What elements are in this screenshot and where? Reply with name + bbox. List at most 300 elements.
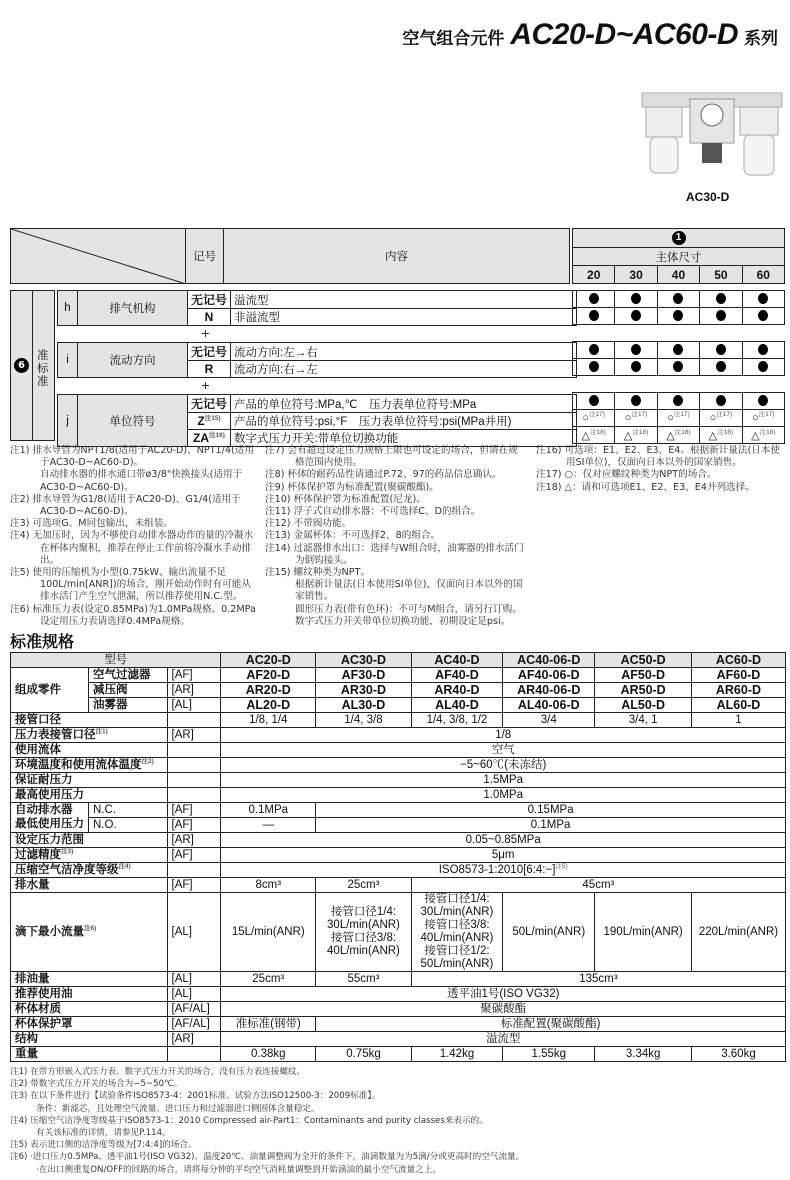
availability-cell — [615, 291, 657, 308]
model-row — [11, 653, 786, 668]
spec-label — [11, 878, 168, 893]
spec-label — [11, 987, 168, 1002]
note: 注11) 浮子式自动排水器：不可选择C、D的组合。 — [265, 506, 481, 518]
value-text: 50L/min(ANR) — [512, 925, 586, 938]
component-model: AL60-D — [691, 698, 785, 713]
product-label: AC30-D — [686, 190, 730, 204]
model-AC60-D: AC60-D — [691, 653, 785, 668]
availability-row — [573, 342, 785, 359]
option-content: 非溢流型 — [231, 309, 577, 326]
availability-row — [573, 393, 785, 410]
availability-cell — [615, 342, 657, 359]
spec-value — [691, 1047, 785, 1062]
note-ref: 注15) — [204, 415, 221, 422]
note: 注2) 带数字式压力开关的场合为−5~50℃。 — [10, 1079, 183, 1090]
component-name: 空气过滤器 — [89, 668, 168, 683]
symbol-text: Z — [197, 414, 205, 428]
value-text: 0.1MPa — [248, 803, 289, 816]
note-ref: 注1) — [95, 727, 108, 735]
circle-icon: ○ — [667, 412, 674, 424]
available-dot-icon — [673, 310, 683, 321]
spec-unit: [AF/AL] — [167, 1017, 221, 1032]
spec-unit: [AF/AL] — [167, 1002, 221, 1017]
spec-row — [11, 728, 786, 743]
spec-row — [11, 1017, 786, 1032]
drain-label: 最低使用压力 — [11, 818, 89, 833]
available-dot-icon — [716, 310, 726, 321]
drain-type: N.O. — [89, 818, 168, 833]
note-ref: 注6) — [84, 924, 97, 932]
value-text: — — [262, 818, 275, 831]
option-table-header — [10, 228, 570, 284]
value-text: 1.55kg — [531, 1047, 567, 1060]
availability-cell — [700, 291, 742, 308]
notes-row — [10, 445, 786, 628]
label-text: 滴下最小流量 — [15, 925, 84, 938]
value-text: 接管口径1/4: 30L/min(ANR) 接管口径3/8: 40L/min(ANR) — [327, 906, 400, 958]
col-content: 内容 — [224, 229, 570, 284]
availability-group-j — [572, 392, 785, 444]
availability-cell — [615, 410, 657, 427]
spec-row — [11, 773, 786, 788]
availability-cell — [700, 342, 742, 359]
value-text: 空气 — [491, 743, 515, 756]
spec-row — [11, 878, 786, 893]
note: 注18) △：请和可选项E1、E2、E3、E4并列选择。 — [536, 481, 755, 493]
note-ref: 注18) — [717, 428, 734, 436]
availability-cell — [700, 410, 742, 427]
drain-row — [11, 803, 786, 818]
option-group-i — [57, 342, 577, 378]
spec-value — [411, 713, 502, 728]
label-text: 排油量 — [15, 972, 50, 985]
availability-cell — [615, 359, 657, 376]
note: 注3) 可选项G、M同包输出，未组装。 — [10, 518, 173, 530]
option-content: 产品的单位符号:MPa,℃ 压力表单位符号:MPa — [231, 395, 577, 413]
value-text: 0.38kg — [251, 1047, 286, 1060]
availability-group-h — [572, 290, 785, 325]
availability-cell — [657, 359, 699, 376]
availability-cell — [700, 308, 742, 325]
spec-value — [316, 1017, 786, 1032]
component-model: AR50-D — [595, 683, 692, 698]
available-dot-icon — [589, 293, 599, 304]
spec-label — [11, 743, 168, 758]
series-model: AC20-D~AC60-D — [510, 18, 739, 51]
note-ref: 注18) — [674, 428, 691, 436]
spec-row — [11, 848, 786, 863]
availability-cell — [742, 359, 784, 376]
availability-cell — [573, 291, 615, 308]
value-text: 透平油1号(ISO VG32) — [446, 987, 560, 1000]
spec-value — [221, 758, 786, 773]
spec-value — [503, 1047, 595, 1062]
component-model: AL30-D — [316, 698, 412, 713]
spec-value — [221, 972, 316, 987]
note-ref: 注17) — [589, 411, 605, 419]
circle-icon: ○ — [752, 412, 759, 424]
spec-value — [411, 972, 785, 987]
note-ref: 注18) — [589, 428, 606, 436]
availability-cell — [742, 291, 784, 308]
value-text: 3.34kg — [625, 1047, 661, 1060]
spec-row — [11, 1002, 786, 1017]
spec-unit: [AR] — [167, 728, 221, 743]
label-text: 杯体保护罩 — [15, 1017, 73, 1030]
label-text: 压力表接管口径 — [15, 728, 96, 741]
value-text: 0.1MPa — [530, 818, 571, 831]
spec-unit — [167, 788, 221, 803]
value-text: 1.42kg — [439, 1047, 475, 1060]
size-60: 60 — [742, 266, 784, 284]
model-AC40-06-D: AC40-06-D — [503, 653, 595, 668]
components-label: 组成零件 — [11, 668, 89, 713]
spec-value — [221, 1032, 786, 1047]
value-text: 1.0MPa — [483, 788, 523, 801]
spec-label — [11, 713, 168, 728]
note: 注1) 排水导管为NPT1/8(适用于AC20-D)、NPT1/4(适用于AC30-D~AC60-D)。 自动排水器的排水通口带ø3/8"快换接头(适用于AC30-D~AC60-D)。 — [10, 445, 254, 493]
circle-icon: ○ — [582, 412, 590, 424]
symbol-text: R — [204, 362, 214, 376]
option-content: 溢流型 — [231, 291, 577, 309]
availability-row — [573, 308, 785, 325]
note-ref: 注18) — [759, 428, 776, 436]
spec-row — [11, 893, 786, 972]
component-model: AL20-D — [221, 698, 316, 713]
value-text: ISO8573-1:2010[6:4:−] — [438, 863, 556, 876]
value-text: 45cm³ — [582, 878, 615, 891]
component-model: AF40-D — [411, 668, 502, 683]
drain-row — [11, 818, 786, 833]
note: 注5) 使用的压缩机为小型(0.75kW、输出流量不足100L/min[ANR])的场合，刚开始动作时有可能从排水活门产生空气泄漏，所以推荐使用N.C.型。 — [10, 567, 251, 603]
symbol-text: 无记号 — [191, 397, 228, 411]
note: 注3) 在以下条件进行【试验条件ISO8573-4：2001标准、试验方法ISO12500-3：2009标准】。 条件：新滤芯，且处理空气流量、进口压力和过滤器进口侧固体含量稳定。 — [10, 1091, 381, 1114]
note: 注7) 会有超过设定压力规格上限也可设定的场合，但请在规格范围内使用。 — [265, 445, 518, 469]
note: 注6) ·进口压力0.5MPa、透平油1号(ISO VG32)、温度20℃、油量调整阀为全开的条件下，油滴数量为为5滴/分或更高时的空气流量。 ·在出口侧重复ON/OFF的回路的场合，请将每分钟的平均空气消耗量调整到开始滴油的最小空气流量之上。 — [10, 1152, 525, 1175]
model-AC40-D: AC40-D — [411, 653, 502, 668]
spec-value — [221, 803, 316, 818]
note: 注10) 杯体保护罩为标准配置(尼龙)。 — [265, 493, 426, 505]
available-dot-icon — [631, 344, 641, 355]
spec-unit: [AR] — [167, 1032, 221, 1047]
note: 注1) 在带方形嵌入式压力表、数字式压力开关的场合，没有压力表连接螺纹。 — [10, 1067, 306, 1078]
spec-row — [11, 1047, 786, 1062]
spec-value — [691, 893, 785, 972]
triangle-icon: △ — [666, 429, 675, 442]
spec-value — [221, 1017, 316, 1032]
symbol-text: 无记号 — [191, 293, 228, 307]
spec-row — [11, 1032, 786, 1047]
triangle-icon: △ — [623, 429, 633, 442]
label-text: 保证耐压力 — [15, 773, 73, 786]
availability-row — [573, 427, 785, 444]
available-dot-icon — [631, 310, 641, 321]
notes-col1 — [10, 445, 260, 628]
size-20: 20 — [573, 266, 615, 284]
option-symbol — [188, 309, 231, 326]
spec-label — [11, 848, 168, 863]
spec-value — [221, 987, 786, 1002]
note: 注13) 金属杯体：不可选择2、8的组合。 — [265, 530, 441, 542]
value-text: −5~60℃(未冻结) — [460, 758, 547, 771]
size-30: 30 — [615, 266, 657, 284]
label-text: 设定压力范围 — [15, 833, 84, 846]
spec-unit — [167, 773, 221, 788]
spec-value — [316, 803, 786, 818]
spec-value — [503, 893, 595, 972]
value-text: 1.5MPa — [483, 773, 523, 786]
spec-title: 标准规格 — [10, 632, 75, 652]
note: 注14) 过滤器排水出口：选择与W组合时，油雾器的排水活门为倒钩接头。 — [265, 542, 524, 566]
model-AC50-D: AC50-D — [595, 653, 692, 668]
label-text: 推荐使用油 — [15, 987, 73, 1000]
available-dot-icon — [673, 293, 683, 304]
spec-label — [11, 773, 168, 788]
drain-type: N.C. — [89, 803, 168, 818]
spec-unit: [AF] — [167, 848, 221, 863]
component-row — [11, 668, 786, 683]
spec-label — [11, 788, 168, 803]
spec-row — [11, 758, 786, 773]
group-name: 单位符号 — [78, 395, 188, 447]
note-ref: 注16) — [209, 432, 225, 439]
availability-row — [573, 359, 785, 376]
availability-cell — [700, 359, 742, 376]
spec-label — [11, 1002, 168, 1017]
spec-label — [11, 728, 168, 743]
availability-cell — [742, 308, 784, 325]
value-text: 135cm³ — [579, 972, 618, 985]
note: 注8) 杯体的耐药品性请通过P.72、97的药品信息确认。 — [265, 469, 502, 481]
option-row — [58, 291, 577, 309]
value-text: 0.15MPa — [527, 803, 574, 816]
spec-value — [316, 1047, 412, 1062]
section-badge: 6 — [14, 358, 29, 373]
availability-cell — [742, 410, 784, 427]
label-text: 排水量 — [15, 878, 50, 891]
note-ref: 注2) — [141, 757, 154, 765]
availability-cell — [742, 393, 784, 410]
option-symbol — [188, 343, 231, 361]
available-dot-icon — [589, 361, 599, 372]
component-name: 减压阀 — [89, 683, 168, 698]
spec-row — [11, 713, 786, 728]
component-model: AR30-D — [316, 683, 412, 698]
series-suffix: 系列 — [744, 29, 778, 49]
spec-value — [691, 713, 785, 728]
spec-value — [221, 743, 786, 758]
spec-value — [503, 713, 595, 728]
spec-value — [595, 1047, 692, 1062]
component-model: AR40-06-D — [503, 683, 595, 698]
value-text: 55cm³ — [347, 972, 380, 985]
value-text: 3/4, 1 — [628, 713, 658, 726]
value-text: 0.75kg — [346, 1047, 381, 1060]
diagonal-cell — [11, 229, 186, 284]
size-title: 主体尺寸 — [573, 248, 785, 266]
availability-cell — [657, 427, 699, 444]
spec-value — [316, 878, 412, 893]
note-ref: 注18) — [632, 428, 649, 436]
spec-value — [316, 818, 786, 833]
component-model: AF20-D — [221, 668, 316, 683]
spec-value — [411, 893, 502, 972]
available-dot-icon — [758, 293, 768, 304]
note: 注6) 标准压力表(设定0.85MPa)为1.0MPa规格。0.2MPa设定用压力表请选择0.4MPa规格。 — [10, 603, 256, 627]
component-name: 油雾器 — [89, 698, 168, 713]
value-text: 15L/min(ANR) — [231, 925, 305, 938]
label-text: 使用流体 — [15, 743, 61, 756]
spec-table — [10, 652, 786, 1062]
option-content: 数字式压力开关:带单位切换功能 — [231, 430, 577, 447]
option-symbol — [188, 395, 231, 413]
option-symbol — [188, 361, 231, 378]
spec-unit: [AL] — [167, 972, 221, 987]
circle-icon: ○ — [709, 412, 717, 424]
availability-cell — [573, 308, 615, 325]
spec-value — [221, 818, 316, 833]
value-text: 1/8 — [495, 728, 512, 741]
section-side — [10, 290, 55, 441]
availability-cell — [615, 427, 657, 444]
availability-cell — [573, 393, 615, 410]
component-row — [11, 698, 786, 713]
option-group-h — [57, 290, 577, 326]
note: 注4) 无加压时，因为不够使自动排水器动作的量的冷凝水在杯体内聚积，推荐在停止工作前将冷凝水手动排出。 — [10, 530, 254, 566]
spec-value — [221, 893, 316, 972]
component-model: AL50-D — [595, 698, 692, 713]
spec-value — [221, 833, 786, 848]
value-text: 1/4, 3/8 — [344, 713, 383, 726]
note: 注17) ○：仅对应螺纹种类为NPT的场合。 — [536, 469, 717, 481]
spec-unit: [AF] — [167, 818, 221, 833]
spec-label — [11, 972, 168, 987]
spec-value — [221, 728, 786, 743]
note-ref: 注3) — [61, 847, 74, 855]
option-groups — [57, 290, 577, 447]
spec-label — [11, 1047, 168, 1062]
triangle-icon: △ — [751, 429, 760, 442]
available-dot-icon — [631, 361, 641, 372]
note-ref: 注4) — [118, 862, 131, 870]
circle-icon: ○ — [624, 412, 632, 424]
note-ref: 注17) — [631, 411, 648, 419]
plus-sign: + — [200, 379, 211, 392]
component-model: AL40-D — [411, 698, 502, 713]
value-text: 1 — [735, 713, 742, 726]
note: 注12) 不带阀功能。 — [265, 518, 352, 530]
label-text: 结构 — [15, 1032, 38, 1045]
component-model: AF50-D — [595, 668, 692, 683]
product-image — [638, 85, 786, 180]
available-dot-icon — [673, 395, 683, 406]
spec-label — [11, 893, 168, 972]
spec-row — [11, 972, 786, 987]
label-text: 重量 — [15, 1047, 38, 1060]
available-dot-icon — [673, 361, 683, 372]
component-model: AR40-D — [411, 683, 502, 698]
model-AC30-D: AC30-D — [316, 653, 412, 668]
label-text: 压缩空气洁净度等级 — [15, 863, 119, 876]
availability-cell — [615, 308, 657, 325]
spec-unit — [167, 713, 221, 728]
value-text: 准标准(钢带) — [235, 1017, 301, 1030]
size-header — [572, 228, 785, 284]
symbol-text: 无记号 — [191, 345, 228, 359]
symbol-text: N — [204, 310, 214, 324]
spec-row — [11, 743, 786, 758]
spec-unit — [167, 743, 221, 758]
model-label: 型号 — [11, 653, 221, 668]
spec-value — [221, 878, 316, 893]
component-model: AF40-06-D — [503, 668, 595, 683]
availability-cell — [742, 342, 784, 359]
group-name: 流动方向 — [78, 343, 188, 378]
available-dot-icon — [758, 344, 768, 355]
label-text: 最高使用压力 — [15, 788, 84, 801]
spec-value — [595, 893, 692, 972]
triangle-icon: △ — [581, 429, 590, 442]
availability-cell — [657, 308, 699, 325]
available-dot-icon — [758, 361, 768, 372]
availability-cell — [615, 393, 657, 410]
spec-unit: [AL] — [167, 893, 221, 972]
note: 注9) 杯体保护罩为标准配置(聚碳酸酯)。 — [265, 481, 439, 493]
spec-unit: [AR] — [167, 833, 221, 848]
spec-value — [411, 878, 785, 893]
availability-row — [573, 291, 785, 308]
value-text: 3.60kg — [721, 1047, 756, 1060]
triangle-icon: △ — [708, 429, 718, 442]
value-text: 25cm³ — [252, 972, 285, 985]
series-title — [402, 18, 778, 52]
spec-label — [11, 833, 168, 848]
value-text: 标准配置(聚碳酸酯) — [500, 1017, 601, 1030]
spec-value — [221, 713, 316, 728]
section-label: 准标准 — [33, 290, 55, 441]
spec-value — [316, 972, 412, 987]
component-unit: [AF] — [167, 668, 221, 683]
lower-content — [10, 445, 786, 1176]
value-text: 接管口径1/4: 30L/min(ANR) 接管口径3/8: 40L/min(ANR) 接管口径1/2: 50L/min(ANR) — [420, 893, 494, 971]
option-content: 流动方向:右→左 — [231, 361, 577, 378]
value-text: 聚碳酸酯 — [480, 1002, 527, 1015]
option-symbol — [188, 291, 231, 309]
availability-cell — [573, 359, 615, 376]
note: 注15) 螺纹种类为NPT。 根据新计量法(日本使用SI单位)，仅面向日本以外的国家销售。 圆形压力表(带有色环)：不可与M组合，请另行订购。 数字式压力开关带单位切换功能，初期设定是psi。 — [265, 567, 523, 627]
spec-unit: [AF] — [167, 878, 221, 893]
value-text: 5μm — [491, 848, 515, 861]
spec-row — [11, 863, 786, 878]
size-badge: 1 — [672, 231, 686, 245]
spec-value — [221, 848, 786, 863]
spec-row — [11, 788, 786, 803]
series-prefix: 空气组合元件 — [402, 29, 505, 49]
available-dot-icon — [589, 310, 599, 321]
value-text: 8cm³ — [255, 878, 282, 891]
available-dot-icon — [758, 395, 768, 406]
spec-unit — [167, 1047, 221, 1062]
option-content: 产品的单位符号:psi,°F 压力表单位符号:psi(MPa并用) — [231, 413, 577, 430]
size-50: 50 — [700, 266, 742, 284]
spec-unit: [AF] — [167, 803, 221, 818]
spec-label — [11, 863, 168, 878]
availability-cell — [657, 291, 699, 308]
component-unit: [AR] — [167, 683, 221, 698]
availability-cell — [700, 427, 742, 444]
group-key: i — [58, 343, 78, 378]
note-ref: 注17) — [758, 411, 775, 419]
